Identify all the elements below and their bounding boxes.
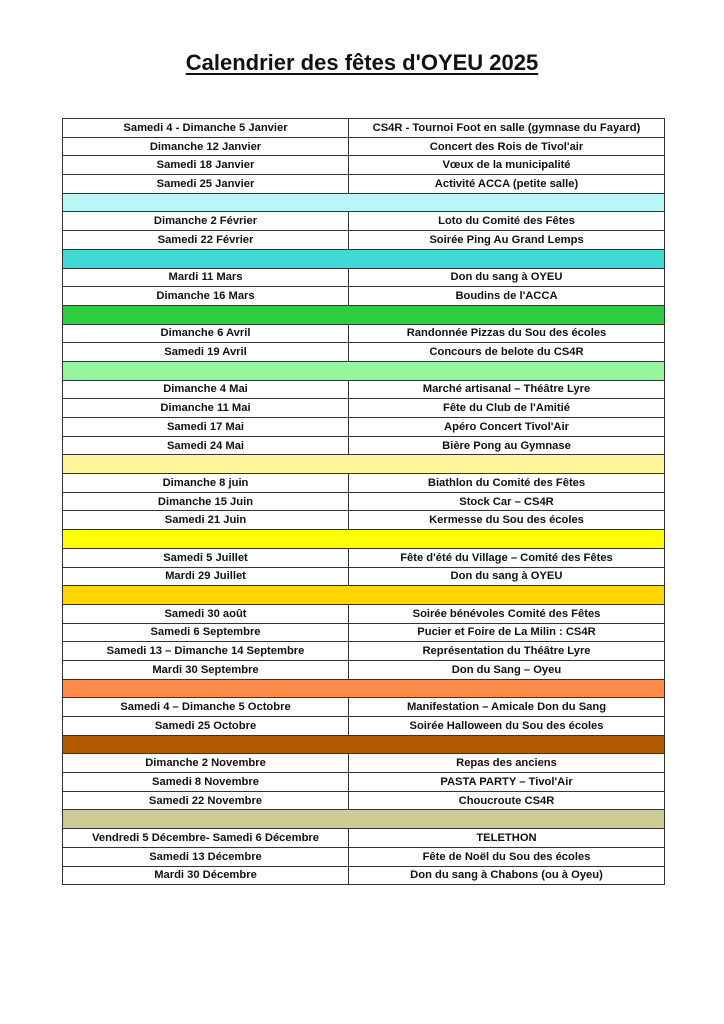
event-name: PASTA PARTY – Tivol'Air [349, 773, 665, 792]
month-color-band [63, 679, 665, 698]
event-name: Fête d'été du Village – Comité des Fêtes [349, 548, 665, 567]
page-title-text: Calendrier des fêtes d'OYEU 2025 [185, 50, 539, 75]
event-date: Samedi 8 Novembre [63, 773, 349, 792]
month-separator-band [63, 586, 665, 605]
event-row [63, 660, 665, 679]
event-date: Dimanche 11 Mai [63, 399, 349, 418]
event-date: Samedi 13 – Dimanche 14 Septembre [63, 642, 349, 661]
event-row [63, 773, 665, 792]
events-calendar-table [62, 118, 665, 885]
event-date: Mardi 11 Mars [63, 268, 349, 287]
event-row [63, 268, 665, 287]
event-row [63, 623, 665, 642]
event-name: Loto du Comité des Fêtes [349, 212, 665, 231]
month-separator-band [63, 810, 665, 829]
month-color-band [63, 193, 665, 212]
event-name: Activité ACCA (petite salle) [349, 175, 665, 194]
event-date: Dimanche 16 Mars [63, 287, 349, 306]
event-date: Samedi 13 Décembre [63, 847, 349, 866]
event-row [63, 567, 665, 586]
event-name: Représentation du Théâtre Lyre [349, 642, 665, 661]
event-date: Dimanche 4 Mai [63, 380, 349, 399]
event-row [63, 642, 665, 661]
event-name: Kermesse du Sou des écoles [349, 511, 665, 530]
event-date: Vendredi 5 Décembre- Samedi 6 Décembre [63, 829, 349, 848]
month-separator-band [63, 361, 665, 380]
events-calendar-body [63, 119, 665, 885]
event-name: Manifestation – Amicale Don du Sang [349, 698, 665, 717]
event-name: Vœux de la municipalité [349, 156, 665, 175]
event-row [63, 324, 665, 343]
event-row [63, 231, 665, 250]
event-date: Samedi 18 Janvier [63, 156, 349, 175]
event-row [63, 604, 665, 623]
month-color-band [63, 735, 665, 754]
event-name: Soirée bénévoles Comité des Fêtes [349, 604, 665, 623]
event-date: Samedi 17 Mai [63, 418, 349, 437]
event-date: Dimanche 2 Novembre [63, 754, 349, 773]
event-row [63, 343, 665, 362]
month-color-band [63, 530, 665, 549]
event-row [63, 717, 665, 736]
event-name: Concours de belote du CS4R [349, 343, 665, 362]
event-name: Soirée Ping Au Grand Lemps [349, 231, 665, 250]
event-name: Marché artisanal – Théâtre Lyre [349, 380, 665, 399]
event-row [63, 829, 665, 848]
month-separator-band [63, 305, 665, 324]
event-date: Dimanche 2 Février [63, 212, 349, 231]
month-separator-band [63, 249, 665, 268]
event-row [63, 212, 665, 231]
event-row [63, 492, 665, 511]
event-name: Fête de Noël du Sou des écoles [349, 847, 665, 866]
month-separator-band [63, 530, 665, 549]
event-row [63, 754, 665, 773]
event-date: Samedi 22 Février [63, 231, 349, 250]
page-title [0, 50, 724, 76]
month-color-band [63, 455, 665, 474]
event-name: TELETHON [349, 829, 665, 848]
month-color-band [63, 305, 665, 324]
event-row [63, 418, 665, 437]
event-date: Samedi 4 - Dimanche 5 Janvier [63, 119, 349, 138]
event-row [63, 548, 665, 567]
month-color-band [63, 586, 665, 605]
event-date: Samedi 21 Juin [63, 511, 349, 530]
event-name: Choucroute CS4R [349, 791, 665, 810]
event-name: Fête du Club de l'Amitié [349, 399, 665, 418]
event-row [63, 866, 665, 885]
event-date: Samedi 22 Novembre [63, 791, 349, 810]
event-row [63, 156, 665, 175]
event-row [63, 287, 665, 306]
event-row [63, 175, 665, 194]
event-date: Samedi 6 Septembre [63, 623, 349, 642]
event-name: CS4R - Tournoi Foot en salle (gymnase du Fayard) [349, 119, 665, 138]
event-row [63, 436, 665, 455]
event-name: Randonnée Pizzas du Sou des écoles [349, 324, 665, 343]
event-name: Stock Car – CS4R [349, 492, 665, 511]
event-date: Mardi 30 Décembre [63, 866, 349, 885]
event-name: Don du sang à OYEU [349, 567, 665, 586]
event-date: Samedi 4 – Dimanche 5 Octobre [63, 698, 349, 717]
event-name: Repas des anciens [349, 754, 665, 773]
event-date: Samedi 30 août [63, 604, 349, 623]
event-date: Samedi 5 Juillet [63, 548, 349, 567]
event-name: Don du sang à Chabons (ou à Oyeu) [349, 866, 665, 885]
event-date: Samedi 25 Janvier [63, 175, 349, 194]
event-name: Don du Sang – Oyeu [349, 660, 665, 679]
event-row [63, 474, 665, 493]
month-separator-band [63, 193, 665, 212]
event-date: Samedi 24 Mai [63, 436, 349, 455]
event-date: Dimanche 12 Janvier [63, 137, 349, 156]
event-name: Don du sang à OYEU [349, 268, 665, 287]
event-date: Samedi 19 Avril [63, 343, 349, 362]
month-separator-band [63, 735, 665, 754]
month-color-band [63, 249, 665, 268]
event-name: Pucier et Foire de La Milin : CS4R [349, 623, 665, 642]
event-row [63, 399, 665, 418]
event-row [63, 791, 665, 810]
event-row [63, 847, 665, 866]
event-date: Dimanche 15 Juin [63, 492, 349, 511]
month-color-band [63, 810, 665, 829]
month-color-band [63, 361, 665, 380]
event-name: Soirée Halloween du Sou des écoles [349, 717, 665, 736]
event-date: Dimanche 8 juin [63, 474, 349, 493]
month-separator-band [63, 679, 665, 698]
event-name: Boudins de l'ACCA [349, 287, 665, 306]
event-date: Dimanche 6 Avril [63, 324, 349, 343]
event-name: Biathlon du Comité des Fêtes [349, 474, 665, 493]
event-row [63, 511, 665, 530]
month-separator-band [63, 455, 665, 474]
event-date: Samedi 25 Octobre [63, 717, 349, 736]
event-row [63, 698, 665, 717]
event-date: Mardi 30 Septembre [63, 660, 349, 679]
event-row [63, 137, 665, 156]
event-row [63, 119, 665, 138]
event-name: Concert des Rois de Tivol'air [349, 137, 665, 156]
event-name: Bière Pong au Gymnase [349, 436, 665, 455]
event-name: Apéro Concert Tivol'Air [349, 418, 665, 437]
event-row [63, 380, 665, 399]
event-date: Mardi 29 Juillet [63, 567, 349, 586]
